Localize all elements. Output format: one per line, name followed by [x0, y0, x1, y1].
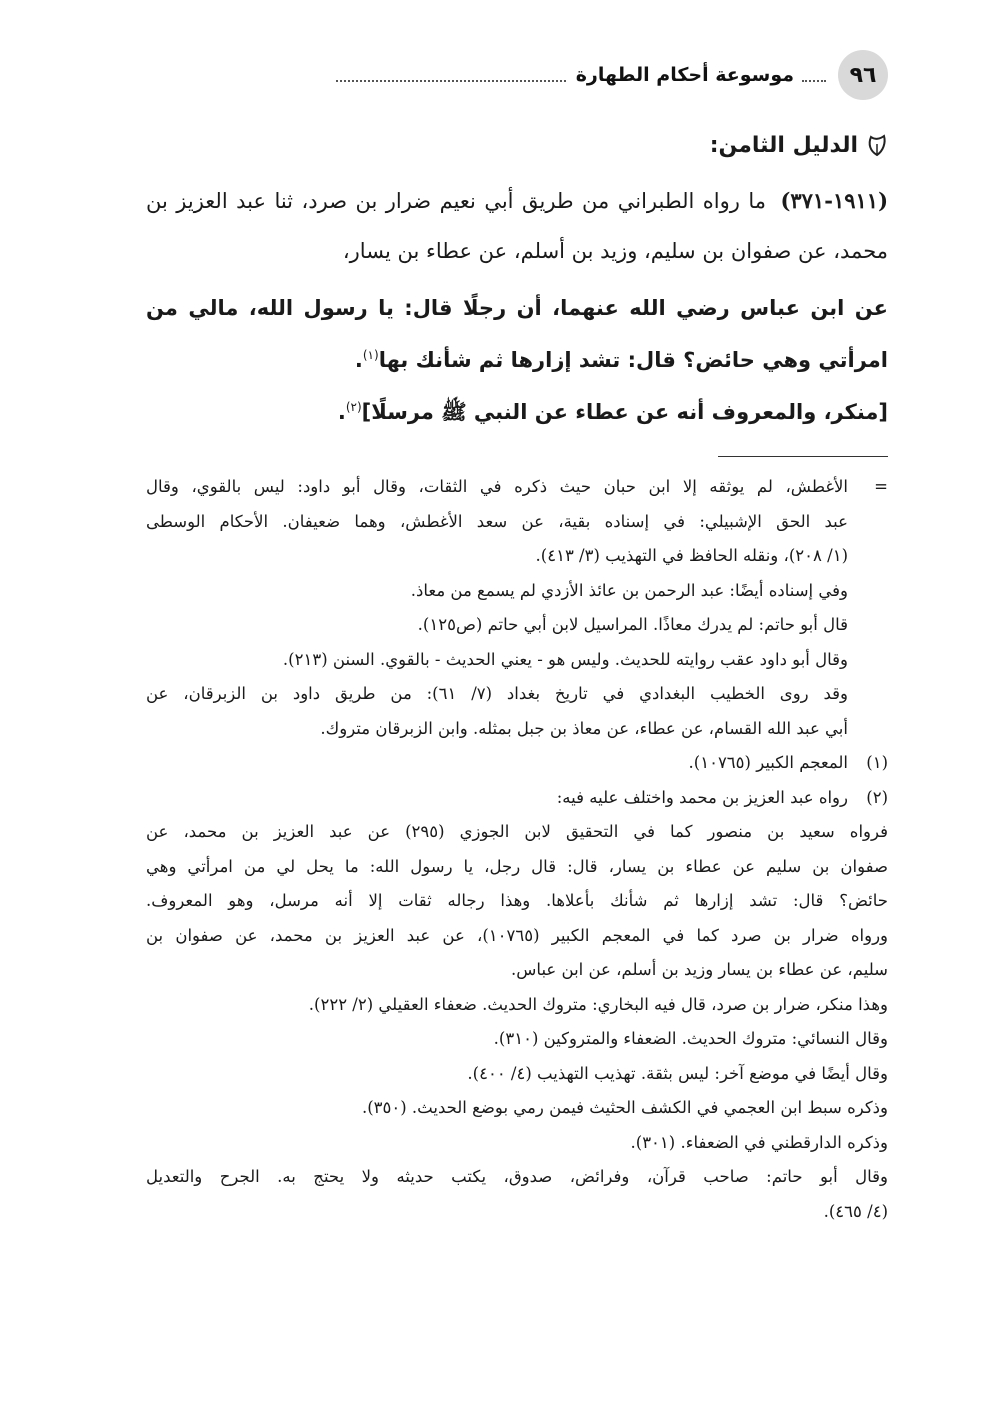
footnote-marker: (٢)	[866, 787, 888, 807]
footnote-text: وقد روى الخطيب البغدادي في تاريخ بغداد (٧/ ٦١): من طريق داود بن الزبرقان، عن	[146, 684, 848, 703]
footnote-text: وقال أيضًا في موضع آخر: ليس بثقة. تهذيب التهذيب (٤/ ٤٠٠).	[467, 1063, 888, 1083]
footnote-text: الأغطش، لم يوثقه إلا ابن حبان حيث ذكره في الثقات، وقال أبو داود: ليس بالقوي، وقال	[146, 477, 848, 496]
book-title: موسوعة أحكام الطهارة	[575, 64, 794, 86]
footnote-1	[146, 746, 888, 781]
footnote-line	[146, 1057, 888, 1092]
isnad-paragraph	[146, 176, 888, 276]
footnote-line	[146, 1126, 888, 1161]
footnote-line	[146, 608, 888, 643]
footnote-text: المعجم الكبير (١٠٧٦٥).	[688, 753, 848, 772]
footnote-line	[146, 677, 888, 712]
footnote-text: وفي إسناده أيضًا: عبد الرحمن بن عائذ الأزدي لم يسمع من معاذ.	[410, 580, 848, 600]
footnote-line	[146, 884, 888, 919]
footnotes	[146, 470, 888, 1229]
footnote-text: قال أبو حاتم: لم يدرك معاذًا. المراسيل لابن أبي حاتم (ص١٢٥).	[417, 615, 848, 634]
footnote-marker: (١)	[866, 753, 888, 772]
footnote-text: ورواه ضرار بن صرد كما في المعجم الكبير (١٠٧٦٥)، عن عبد العزيز بن محمد، عن صفوان بن	[146, 925, 888, 945]
footnote-text: سليم، عن عطاء بن يسار وزيد بن أسلم، عن ابن عباس.	[511, 960, 888, 979]
footnote-line	[146, 1022, 888, 1057]
footnote-line	[146, 470, 888, 505]
footnote-text: فرواه سعيد بن منصور كما في التحقيق لابن الجوزي (٢٩٥) عن عبد العزيز بن محمد، عن	[146, 822, 888, 841]
footnote-line	[146, 574, 888, 609]
footnote-line	[146, 643, 888, 678]
footnote-separator	[718, 456, 888, 457]
continued-marker: =	[874, 477, 888, 496]
hadith-end: .	[354, 348, 363, 372]
section-heading	[146, 122, 888, 168]
footnote-text: حائض؟ قال: تشد إزارها ثم شأنك بأعلاها. وهذا رجاله ثقات إلا أنه مرسل، وهو المعروف.	[146, 891, 888, 910]
footnote-line	[146, 1091, 888, 1126]
footnote-line	[146, 539, 888, 574]
footnote-line	[146, 815, 888, 850]
footnote-text: وذكره سبط ابن العجمي في الكشف الحثيث فيمن رمي بوضع الحديث. (٣٥٠).	[361, 1098, 888, 1117]
section-heading-text: الدليل الثامن:	[709, 132, 858, 158]
footnote-line	[146, 712, 888, 747]
footnote-line	[146, 953, 888, 988]
hadith-number: (١٩١١-٣٧١)	[780, 188, 888, 213]
hadith-body: عن ابن عباس رضي الله عنهما، أن رجلًا قال: يا رسول الله، مالي من امرأتي وهي حائض؟ قال: تشد إزارها ثم شأنك بها	[146, 296, 888, 372]
footnote-text: وقال أبو حاتم: صاحب قرآن، وفرائض، صدوق، يكتب حديثه ولا يحتج به. الجرح والتعديل	[146, 1167, 888, 1186]
dotted-leader-left	[336, 80, 566, 82]
footnote-line	[146, 1195, 888, 1230]
footnote-line	[146, 1160, 888, 1195]
footnote-line	[146, 988, 888, 1023]
footnote-line	[146, 850, 888, 885]
footnote-2	[146, 781, 888, 816]
verdict	[146, 386, 888, 438]
footnote-text: وذكره الدارقطني في الضعفاء. (٣٠١).	[630, 1132, 888, 1152]
footnote-text: وهذا منكر، ضرار بن صرد، قال فيه البخاري: متروك الحديث. ضعفاء العقيلي (٢/ ٢٢٢).	[308, 994, 888, 1014]
footnote-ref-2[interactable]: (٢)	[345, 400, 362, 414]
footnote-text: (١/ ٢٠٨)، ونقله الحافظ في التهذيب (٣/ ٤١٣).	[535, 546, 848, 565]
footnote-text: عبد الحق الإشبيلي: في إسناده بقية، عن سعد الأغطش، وهما ضعيفان. الأحكام الوسطى	[146, 511, 848, 531]
page-header	[146, 50, 888, 98]
verdict-text: [منكر، والمعروف أنه عن عطاء عن النبي ﷺ مرسلًا]	[361, 400, 888, 424]
running-title	[336, 58, 826, 92]
footnote-text: أبي عبد الله القسام، عن عطاء، عن معاذ بن جبل بمثله. وابن الزبرقان متروك.	[320, 718, 848, 738]
verdict-end: .	[337, 400, 346, 424]
leaf-icon	[866, 133, 888, 157]
dotted-leader-right	[802, 80, 826, 82]
footnote-line	[146, 919, 888, 954]
footnote-text: وقال النسائي: متروك الحديث. الضعفاء والمتروكين (٣١٠).	[493, 1029, 888, 1048]
footnote-text: رواه عبد العزيز بن محمد واختلف عليه فيه:	[556, 787, 848, 807]
footnote-text: وقال أبو داود عقب روايته للحديث. وليس هو - يعني الحديث - بالقوي. السنن (٢١٣).	[282, 649, 848, 669]
hadith-text	[146, 282, 888, 386]
isnad-text: ما رواه الطبراني من طريق أبي نعيم ضرار بن صرد، ثنا عبد العزيز بن محمد، عن صفوان بن سليم، وزيد بن أسلم، عن عطاء بن يسار،	[146, 189, 888, 263]
footnote-ref-1[interactable]: (١)	[362, 348, 379, 362]
footnote-text: (٤/ ٤٦٥).	[823, 1201, 888, 1221]
footnote-line	[146, 505, 888, 540]
footnote-text: صفوان بن سليم عن عطاء بن يسار، قال: قال رجل، يا رسول الله: ما يحل لي من امرأتي وهي	[146, 856, 888, 876]
page-number: ٩٦	[838, 50, 888, 100]
